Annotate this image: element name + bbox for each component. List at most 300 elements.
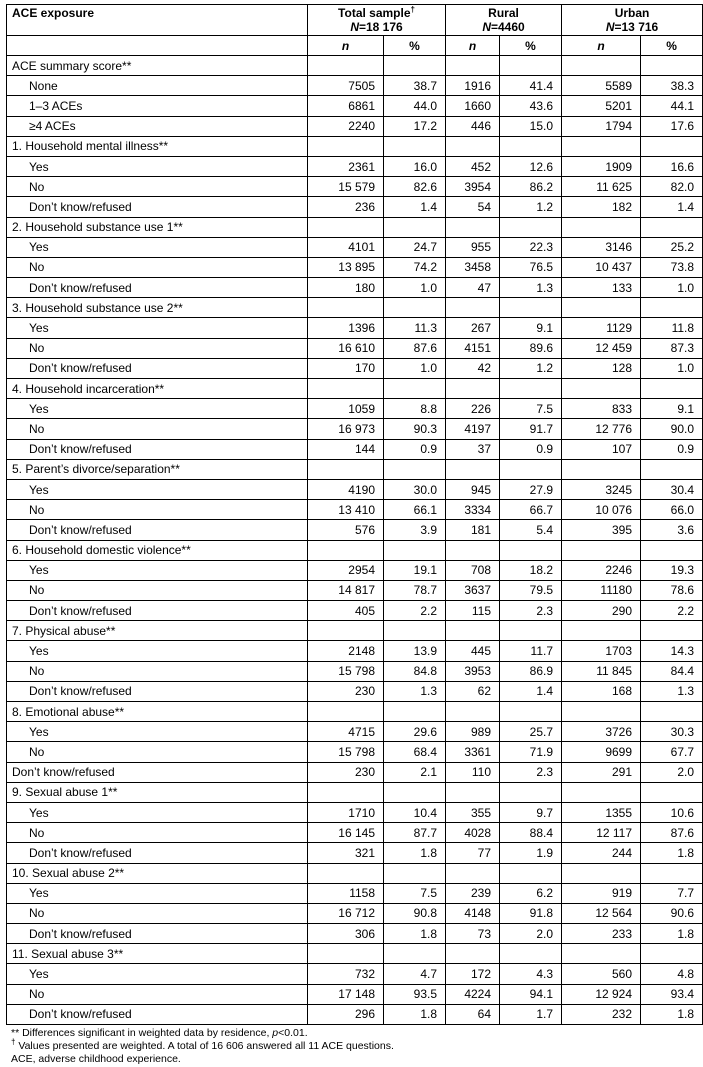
row-label: Yes	[7, 399, 308, 419]
percent-cell: 1.4	[641, 197, 703, 217]
empty-cell	[641, 56, 703, 76]
count-cell: 16 712	[308, 903, 384, 923]
count-cell: 73	[446, 924, 500, 944]
empty-cell	[308, 540, 384, 560]
row-label: Yes	[7, 802, 308, 822]
empty-cell	[500, 136, 562, 156]
count-cell: 945	[446, 479, 500, 499]
empty-cell	[641, 944, 703, 964]
count-cell: 3726	[562, 722, 641, 742]
group-name: Total sample	[338, 6, 411, 20]
percent-cell: 90.8	[384, 903, 446, 923]
count-cell: 244	[562, 843, 641, 863]
percent-cell: 4.3	[500, 964, 562, 984]
column-header-rural	[446, 5, 562, 36]
percent-cell: 11.8	[641, 318, 703, 338]
table-row	[7, 197, 703, 217]
percent-cell: 25.7	[500, 722, 562, 742]
percent-cell: 90.3	[384, 419, 446, 439]
count-cell: 1396	[308, 318, 384, 338]
footnote-text: ** Differences significant in weighted data by residence,	[11, 1027, 273, 1039]
count-cell: 12 564	[562, 903, 641, 923]
section-row	[7, 217, 703, 237]
subheader-percent: %	[641, 36, 703, 56]
empty-cell	[308, 702, 384, 722]
empty-cell	[500, 540, 562, 560]
percent-cell: 1.0	[384, 278, 446, 298]
percent-cell: 1.3	[384, 681, 446, 701]
row-label: Yes	[7, 318, 308, 338]
dagger-mark: †	[11, 1037, 16, 1047]
count-cell: 64	[446, 1004, 500, 1024]
row-label: No	[7, 580, 308, 600]
percent-cell: 9.1	[641, 399, 703, 419]
section-row	[7, 863, 703, 883]
table-row	[7, 116, 703, 136]
percent-cell: 2.2	[384, 601, 446, 621]
percent-cell: 66.1	[384, 500, 446, 520]
ace-exposure-table	[6, 4, 703, 1025]
percent-cell: 90.6	[641, 903, 703, 923]
percent-cell: 2.3	[500, 762, 562, 782]
row-label: Yes	[7, 479, 308, 499]
percent-cell: 9.1	[500, 318, 562, 338]
percent-cell: 2.0	[641, 762, 703, 782]
table-row	[7, 419, 703, 439]
count-cell: 1059	[308, 399, 384, 419]
empty-cell	[641, 782, 703, 802]
group-n-value: =13 716	[614, 20, 659, 34]
empty-cell	[446, 540, 500, 560]
percent-cell: 1.3	[500, 278, 562, 298]
empty-cell	[446, 621, 500, 641]
subheader-percent: %	[384, 36, 446, 56]
empty-cell	[641, 298, 703, 318]
row-label: No	[7, 177, 308, 197]
section-label: 9. Sexual abuse 1**	[7, 782, 308, 802]
percent-cell: 94.1	[500, 984, 562, 1004]
footnote-text: Values presented are weighted. A total of 16 606 answered all 11 ACE questions.	[15, 1040, 394, 1053]
empty-cell	[446, 217, 500, 237]
group-name: Urban	[614, 6, 650, 20]
percent-cell: 3.6	[641, 520, 703, 540]
count-cell: 232	[562, 1004, 641, 1024]
table-row	[7, 802, 703, 822]
table-row	[7, 903, 703, 923]
count-cell: 12 459	[562, 338, 641, 358]
table-row	[7, 257, 703, 277]
percent-cell: 0.9	[384, 439, 446, 459]
empty-cell	[384, 702, 446, 722]
empty-cell	[446, 863, 500, 883]
percent-cell: 15.0	[500, 116, 562, 136]
percent-cell: 1.4	[500, 681, 562, 701]
count-cell: 11 845	[562, 661, 641, 681]
empty-cell	[641, 540, 703, 560]
count-cell: 16 145	[308, 823, 384, 843]
count-cell: 4197	[446, 419, 500, 439]
table-row	[7, 500, 703, 520]
percent-cell: 1.0	[641, 278, 703, 298]
section-row	[7, 56, 703, 76]
percent-cell: 13.9	[384, 641, 446, 661]
empty-cell	[446, 136, 500, 156]
percent-cell: 29.6	[384, 722, 446, 742]
table-row	[7, 722, 703, 742]
percent-cell: 0.9	[641, 439, 703, 459]
count-cell: 62	[446, 681, 500, 701]
count-cell: 13 895	[308, 257, 384, 277]
table-row	[7, 762, 703, 782]
empty-cell	[500, 56, 562, 76]
row-label: No	[7, 338, 308, 358]
empty-cell	[562, 459, 641, 479]
count-cell: 172	[446, 964, 500, 984]
count-cell: 989	[446, 722, 500, 742]
row-label: Don’t know/refused	[7, 601, 308, 621]
percent-cell: 17.2	[384, 116, 446, 136]
count-cell: 37	[446, 439, 500, 459]
empty-cell	[384, 944, 446, 964]
empty-cell	[641, 702, 703, 722]
count-cell: 47	[446, 278, 500, 298]
percent-cell: 14.3	[641, 641, 703, 661]
percent-cell: 86.2	[500, 177, 562, 197]
count-cell: 168	[562, 681, 641, 701]
percent-cell: 38.3	[641, 76, 703, 96]
count-cell: 9699	[562, 742, 641, 762]
percent-cell: 19.1	[384, 560, 446, 580]
percent-cell: 4.8	[641, 964, 703, 984]
count-cell: 321	[308, 843, 384, 863]
count-cell: 226	[446, 399, 500, 419]
row-label: No	[7, 742, 308, 762]
row-label: Yes	[7, 237, 308, 257]
footnote-weighted	[11, 1037, 702, 1053]
empty-cell	[562, 217, 641, 237]
row-label: No	[7, 984, 308, 1004]
table-row	[7, 601, 703, 621]
section-row	[7, 136, 703, 156]
percent-cell: 73.8	[641, 257, 703, 277]
count-cell: 12 117	[562, 823, 641, 843]
percent-cell: 8.8	[384, 399, 446, 419]
percent-cell: 87.3	[641, 338, 703, 358]
count-cell: 919	[562, 883, 641, 903]
section-row	[7, 379, 703, 399]
empty-cell	[308, 56, 384, 76]
count-cell: 170	[308, 358, 384, 378]
section-row	[7, 702, 703, 722]
count-cell: 233	[562, 924, 641, 944]
section-label: 10. Sexual abuse 2**	[7, 863, 308, 883]
count-cell: 576	[308, 520, 384, 540]
count-cell: 708	[446, 560, 500, 580]
empty-cell	[500, 702, 562, 722]
table-row	[7, 318, 703, 338]
count-cell: 3245	[562, 479, 641, 499]
count-cell: 296	[308, 1004, 384, 1024]
empty-cell	[308, 863, 384, 883]
empty-cell	[641, 379, 703, 399]
row-label: Don’t know/refused	[7, 924, 308, 944]
percent-cell: 11.7	[500, 641, 562, 661]
count-cell: 54	[446, 197, 500, 217]
percent-cell: 10.4	[384, 802, 446, 822]
table-row	[7, 237, 703, 257]
count-cell: 2361	[308, 156, 384, 176]
percent-cell: 78.6	[641, 580, 703, 600]
row-label: None	[7, 76, 308, 96]
percent-cell: 1.2	[500, 197, 562, 217]
table-row	[7, 278, 703, 298]
percent-cell: 76.5	[500, 257, 562, 277]
table-row	[7, 1004, 703, 1024]
dagger-mark: †	[410, 5, 415, 14]
table-row	[7, 177, 703, 197]
percent-cell: 30.3	[641, 722, 703, 742]
empty-cell	[384, 136, 446, 156]
empty-cell	[500, 863, 562, 883]
percent-cell: 1.4	[384, 197, 446, 217]
table-row	[7, 641, 703, 661]
group-name: Rural	[488, 6, 519, 20]
count-cell: 2954	[308, 560, 384, 580]
subheader-n: n	[308, 36, 384, 56]
empty-cell	[641, 621, 703, 641]
empty-cell	[308, 621, 384, 641]
percent-cell: 7.7	[641, 883, 703, 903]
percent-cell: 11.3	[384, 318, 446, 338]
count-cell: 1710	[308, 802, 384, 822]
section-label: 6. Household domestic violence**	[7, 540, 308, 560]
empty-cell	[641, 459, 703, 479]
percent-cell: 87.7	[384, 823, 446, 843]
group-n-label: N	[605, 20, 615, 34]
table-row	[7, 338, 703, 358]
count-cell: 446	[446, 116, 500, 136]
group-n-label: N	[482, 20, 491, 34]
subheader-n: n	[446, 36, 500, 56]
empty-cell	[562, 863, 641, 883]
table-row	[7, 843, 703, 863]
percent-cell: 4.7	[384, 964, 446, 984]
group-n-value: =4460	[491, 20, 525, 34]
count-cell: 355	[446, 802, 500, 822]
count-cell: 955	[446, 237, 500, 257]
count-cell: 230	[308, 681, 384, 701]
section-label: 7. Physical abuse**	[7, 621, 308, 641]
count-cell: 3146	[562, 237, 641, 257]
percent-cell: 18.2	[500, 560, 562, 580]
percent-cell: 1.3	[641, 681, 703, 701]
table-row	[7, 439, 703, 459]
count-cell: 5201	[562, 96, 641, 116]
row-label: Don’t know/refused	[7, 1004, 308, 1024]
empty-header-cell	[7, 36, 308, 56]
table-row	[7, 984, 703, 1004]
section-row	[7, 540, 703, 560]
percent-cell: 71.9	[500, 742, 562, 762]
count-cell: 11180	[562, 580, 641, 600]
count-cell: 3361	[446, 742, 500, 762]
percent-cell: 1.8	[384, 924, 446, 944]
table-row	[7, 399, 703, 419]
percent-cell: 6.2	[500, 883, 562, 903]
percent-cell: 66.7	[500, 500, 562, 520]
empty-cell	[500, 459, 562, 479]
empty-cell	[446, 56, 500, 76]
table-row	[7, 964, 703, 984]
count-cell: 239	[446, 883, 500, 903]
percent-cell: 0.9	[500, 439, 562, 459]
subheader-percent: %	[500, 36, 562, 56]
row-label: Yes	[7, 883, 308, 903]
row-label: Yes	[7, 156, 308, 176]
empty-cell	[308, 298, 384, 318]
empty-cell	[308, 379, 384, 399]
percent-cell: 1.8	[384, 1004, 446, 1024]
count-cell: 133	[562, 278, 641, 298]
row-label: ≥4 ACEs	[7, 116, 308, 136]
count-cell: 42	[446, 358, 500, 378]
empty-cell	[562, 782, 641, 802]
percent-cell: 2.1	[384, 762, 446, 782]
table-body	[7, 56, 703, 1025]
row-label: Don’t know/refused	[7, 197, 308, 217]
count-cell: 4715	[308, 722, 384, 742]
empty-cell	[308, 136, 384, 156]
empty-cell	[384, 217, 446, 237]
count-cell: 15 798	[308, 661, 384, 681]
p-symbol: p	[272, 1027, 279, 1039]
row-label: Don’t know/refused	[7, 520, 308, 540]
percent-cell: 1.8	[384, 843, 446, 863]
section-label: 5. Parent’s divorce/separation**	[7, 459, 308, 479]
percent-cell: 78.7	[384, 580, 446, 600]
count-cell: 452	[446, 156, 500, 176]
percent-cell: 1.8	[641, 843, 703, 863]
count-cell: 12 924	[562, 984, 641, 1004]
empty-cell	[308, 944, 384, 964]
percent-cell: 41.4	[500, 76, 562, 96]
percent-cell: 19.3	[641, 560, 703, 580]
table-row	[7, 924, 703, 944]
column-header-urban	[562, 5, 703, 36]
count-cell: 4148	[446, 903, 500, 923]
table-row	[7, 661, 703, 681]
percent-cell: 7.5	[500, 399, 562, 419]
percent-cell: 67.7	[641, 742, 703, 762]
row-label: Don’t know/refused	[7, 681, 308, 701]
empty-cell	[562, 621, 641, 641]
count-cell: 3458	[446, 257, 500, 277]
count-cell: 833	[562, 399, 641, 419]
empty-cell	[562, 136, 641, 156]
count-cell: 2148	[308, 641, 384, 661]
empty-cell	[384, 56, 446, 76]
count-cell: 1660	[446, 96, 500, 116]
percent-cell: 68.4	[384, 742, 446, 762]
row-label: No	[7, 903, 308, 923]
empty-cell	[446, 379, 500, 399]
empty-cell	[446, 944, 500, 964]
percent-cell: 87.6	[384, 338, 446, 358]
percent-cell: 1.7	[500, 1004, 562, 1024]
count-cell: 180	[308, 278, 384, 298]
row-label: Don’t know/refused	[7, 278, 308, 298]
count-cell: 3954	[446, 177, 500, 197]
percent-cell: 93.5	[384, 984, 446, 1004]
count-cell: 6861	[308, 96, 384, 116]
count-cell: 1794	[562, 116, 641, 136]
count-cell: 3637	[446, 580, 500, 600]
empty-cell	[562, 56, 641, 76]
empty-cell	[562, 298, 641, 318]
empty-cell	[384, 540, 446, 560]
count-cell: 395	[562, 520, 641, 540]
row-label: No	[7, 257, 308, 277]
section-row	[7, 298, 703, 318]
empty-cell	[562, 379, 641, 399]
percent-cell: 5.4	[500, 520, 562, 540]
count-cell: 1355	[562, 802, 641, 822]
percent-cell: 82.0	[641, 177, 703, 197]
percent-cell: 16.6	[641, 156, 703, 176]
empty-cell	[384, 459, 446, 479]
count-cell: 181	[446, 520, 500, 540]
section-row	[7, 459, 703, 479]
section-label: 8. Emotional abuse**	[7, 702, 308, 722]
empty-cell	[562, 540, 641, 560]
percent-cell: 1.2	[500, 358, 562, 378]
footnote-text: <0.01.	[278, 1027, 308, 1039]
count-cell: 11 625	[562, 177, 641, 197]
count-cell: 4151	[446, 338, 500, 358]
row-label: Yes	[7, 964, 308, 984]
footnote-abbreviation: ACE, adverse childhood experience.	[11, 1053, 181, 1066]
percent-cell: 30.4	[641, 479, 703, 499]
count-cell: 732	[308, 964, 384, 984]
empty-cell	[308, 217, 384, 237]
section-label: 1. Household mental illness**	[7, 136, 308, 156]
percent-cell: 2.0	[500, 924, 562, 944]
row-label: Don’t know/refused	[7, 439, 308, 459]
header-row-subcolumns	[7, 36, 703, 56]
column-header-ace-exposure: ACE exposure	[7, 5, 308, 36]
group-n-label: N	[350, 20, 359, 34]
empty-cell	[562, 944, 641, 964]
count-cell: 1909	[562, 156, 641, 176]
percent-cell: 10.6	[641, 802, 703, 822]
count-cell: 17 148	[308, 984, 384, 1004]
percent-cell: 17.6	[641, 116, 703, 136]
row-label: Don’t know/refused	[7, 762, 308, 782]
count-cell: 4101	[308, 237, 384, 257]
count-cell: 445	[446, 641, 500, 661]
footnote-significance	[11, 1027, 702, 1040]
row-label: No	[7, 419, 308, 439]
empty-cell	[641, 136, 703, 156]
count-cell: 1158	[308, 883, 384, 903]
row-label: Yes	[7, 560, 308, 580]
empty-cell	[500, 217, 562, 237]
count-cell: 290	[562, 601, 641, 621]
count-cell: 7505	[308, 76, 384, 96]
percent-cell: 93.4	[641, 984, 703, 1004]
count-cell: 2246	[562, 560, 641, 580]
section-label: ACE summary score**	[7, 56, 308, 76]
